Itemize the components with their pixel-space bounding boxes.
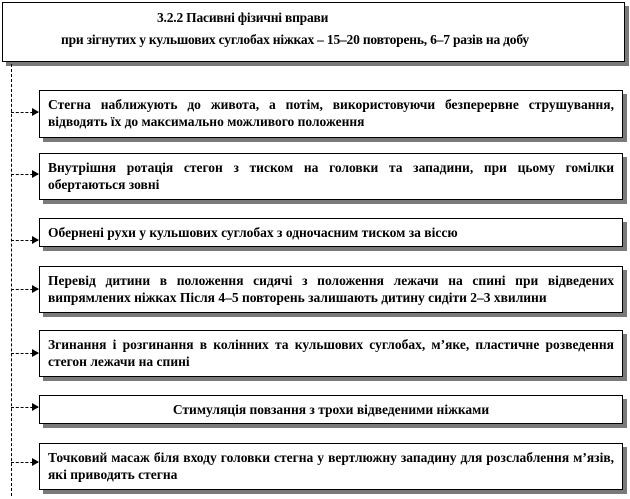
connector-arrow-4	[11, 289, 38, 290]
step-box-1: Стегна наближують до живота, а потім, використовуючи безперервне струшування, відводять їх до максимально можливого положення	[39, 90, 623, 138]
connector-arrow-5	[11, 353, 38, 354]
step-box-3: Обернені рухи у кульшових суглобах з одночасним тиском за віссю	[39, 218, 623, 247]
connector-arrow-7	[11, 462, 38, 463]
step-box-7: Точковий масаж біля входу головки стегна у вертлюжну западину для розслаблення м’язів, які приводять стегна	[39, 443, 623, 490]
section-header	[2, 2, 625, 62]
connector-arrow-1	[11, 112, 38, 113]
section-title: 3.2.2 Пасивні фізичні вправи	[157, 10, 329, 25]
step-box-5: Згинання і розгинання в колінних та кульшових суглобах, м’яке, пластичне розведення стегон лежачи на спині	[39, 330, 623, 377]
connector-arrow-6	[11, 407, 38, 408]
step-box-6: Стимуляція повзання з трохи відведеними ніжками	[39, 395, 623, 424]
step-box-2: Внутрішня ротація стегон з тиском на головки та западини, при цьому гомілки обертаються зовні	[39, 153, 623, 200]
flow-spine-line	[11, 64, 12, 496]
section-subtitle: при зігнутих у кульшових суглобах ніжках – 15–20 повторень, 6–7 разів на добу	[61, 32, 529, 47]
step-box-4: Перевід дитини в положення сидячі з положення лежачи на спині при відведених випрямлених ніжках Після 4–5 повторень залишають дитину сидіти 2–3 хвилини	[39, 266, 623, 313]
connector-arrow-2	[11, 174, 38, 175]
connector-arrow-3	[11, 240, 38, 241]
